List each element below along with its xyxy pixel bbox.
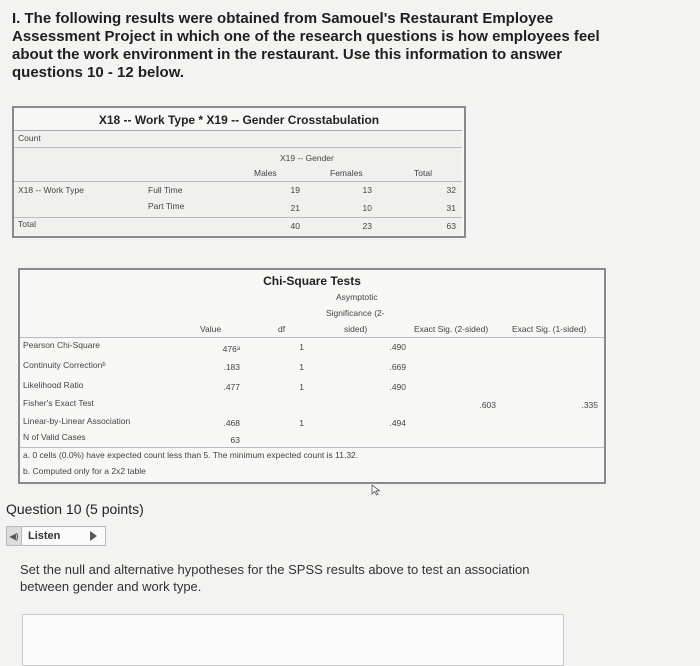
intro-line: I. The following results were obtained from Samouel's Restaurant Employee xyxy=(12,10,554,27)
question-title: Question 10 xyxy=(6,501,82,517)
cell-value: 10 xyxy=(362,203,372,213)
row-label: Full Time xyxy=(148,185,183,195)
row-var-label: X18 -- Work Type xyxy=(18,185,84,195)
mouse-cursor-icon xyxy=(371,484,381,496)
cell-value: 1 xyxy=(299,418,304,428)
col-females: Females xyxy=(330,168,363,178)
cell-value: 476ᵃ xyxy=(222,344,240,354)
cell-value: 1 xyxy=(299,342,304,352)
crosstab-body xyxy=(14,130,462,235)
question-heading xyxy=(6,501,144,517)
play-icon[interactable] xyxy=(90,531,97,541)
question-points: (5 points) xyxy=(85,501,144,517)
listen-button[interactable] xyxy=(6,526,106,546)
cell-value: 1 xyxy=(299,362,304,372)
cell-value: .603 xyxy=(479,400,496,410)
gender-header: X19 -- Gender xyxy=(280,153,334,163)
cell-value: 23 xyxy=(362,221,372,231)
header-value: Value xyxy=(200,324,222,334)
chi-square-table xyxy=(18,268,606,484)
col-males: Males xyxy=(254,168,277,178)
cell-value: .490 xyxy=(389,382,406,392)
chi-square-title: Chi-Square Tests xyxy=(263,274,361,288)
footnote-b: b. Computed only for a 2x2 table xyxy=(23,466,146,476)
header-asymp: sided) xyxy=(344,324,368,334)
cell-value: .335 xyxy=(581,400,598,410)
cell-value: 19 xyxy=(290,185,300,195)
row-label: Pearson Chi-Square xyxy=(23,340,101,350)
header-asymp: Asymptotic xyxy=(336,292,378,302)
question-prompt: Set the null and alternative hypotheses for the SPSS results above to test an association between gender and work type. xyxy=(20,562,530,594)
intro-line: about the work environment in the restaurant. Use this information to answer xyxy=(12,46,563,63)
cell-value: 21 xyxy=(290,203,300,213)
header-df: df xyxy=(278,324,286,334)
row-label: Likelihood Ratio xyxy=(23,380,84,390)
intro-text xyxy=(12,10,612,82)
row-label: Part Time xyxy=(148,201,185,211)
header-exact2: Exact Sig. (2-sided) xyxy=(414,324,489,334)
intro-line: questions 10 - 12 below. xyxy=(12,64,184,81)
crosstab-title: X18 -- Work Type * X19 -- Gender Crosstabulation xyxy=(98,113,380,127)
col-total: Total xyxy=(414,168,432,178)
cell-value: .494 xyxy=(389,418,406,428)
crosstab-table xyxy=(12,106,466,238)
listen-label: Listen xyxy=(28,530,61,542)
row-label: N of Valid Cases xyxy=(23,432,86,442)
cell-value: 31 xyxy=(446,203,456,213)
cell-value: 1 xyxy=(299,382,304,392)
cell-value: .669 xyxy=(389,362,406,372)
cell-value: 13 xyxy=(362,185,372,195)
intro-line: Assessment Project in which one of the research questions is how employees feel xyxy=(12,28,600,45)
answer-textbox[interactable] xyxy=(22,614,564,666)
row-label: Linear-by-Linear Association xyxy=(23,416,131,426)
total-row-label: Total xyxy=(18,219,36,229)
row-label: Fisher's Exact Test xyxy=(23,398,94,408)
cell-value: .477 xyxy=(223,382,240,392)
cell-value: .490 xyxy=(389,342,406,352)
header-exact1: Exact Sig. (1-sided) xyxy=(512,324,587,334)
cell-value: 40 xyxy=(290,221,300,231)
footnote-a: a. 0 cells (0.0%) have expected count less than 5. The minimum expected count is 11.32. xyxy=(23,450,359,460)
speaker-icon: ◀) xyxy=(7,527,22,545)
cell-value: 32 xyxy=(446,185,456,195)
cell-value: .468 xyxy=(223,418,240,428)
count-label: Count xyxy=(18,133,41,143)
cell-value: 63 xyxy=(230,435,240,445)
cell-value: 63 xyxy=(446,221,456,231)
row-label: Continuity Correctionᵇ xyxy=(23,360,106,370)
cell-value: .183 xyxy=(223,362,240,372)
header-asymp: Significance (2- xyxy=(326,308,385,318)
